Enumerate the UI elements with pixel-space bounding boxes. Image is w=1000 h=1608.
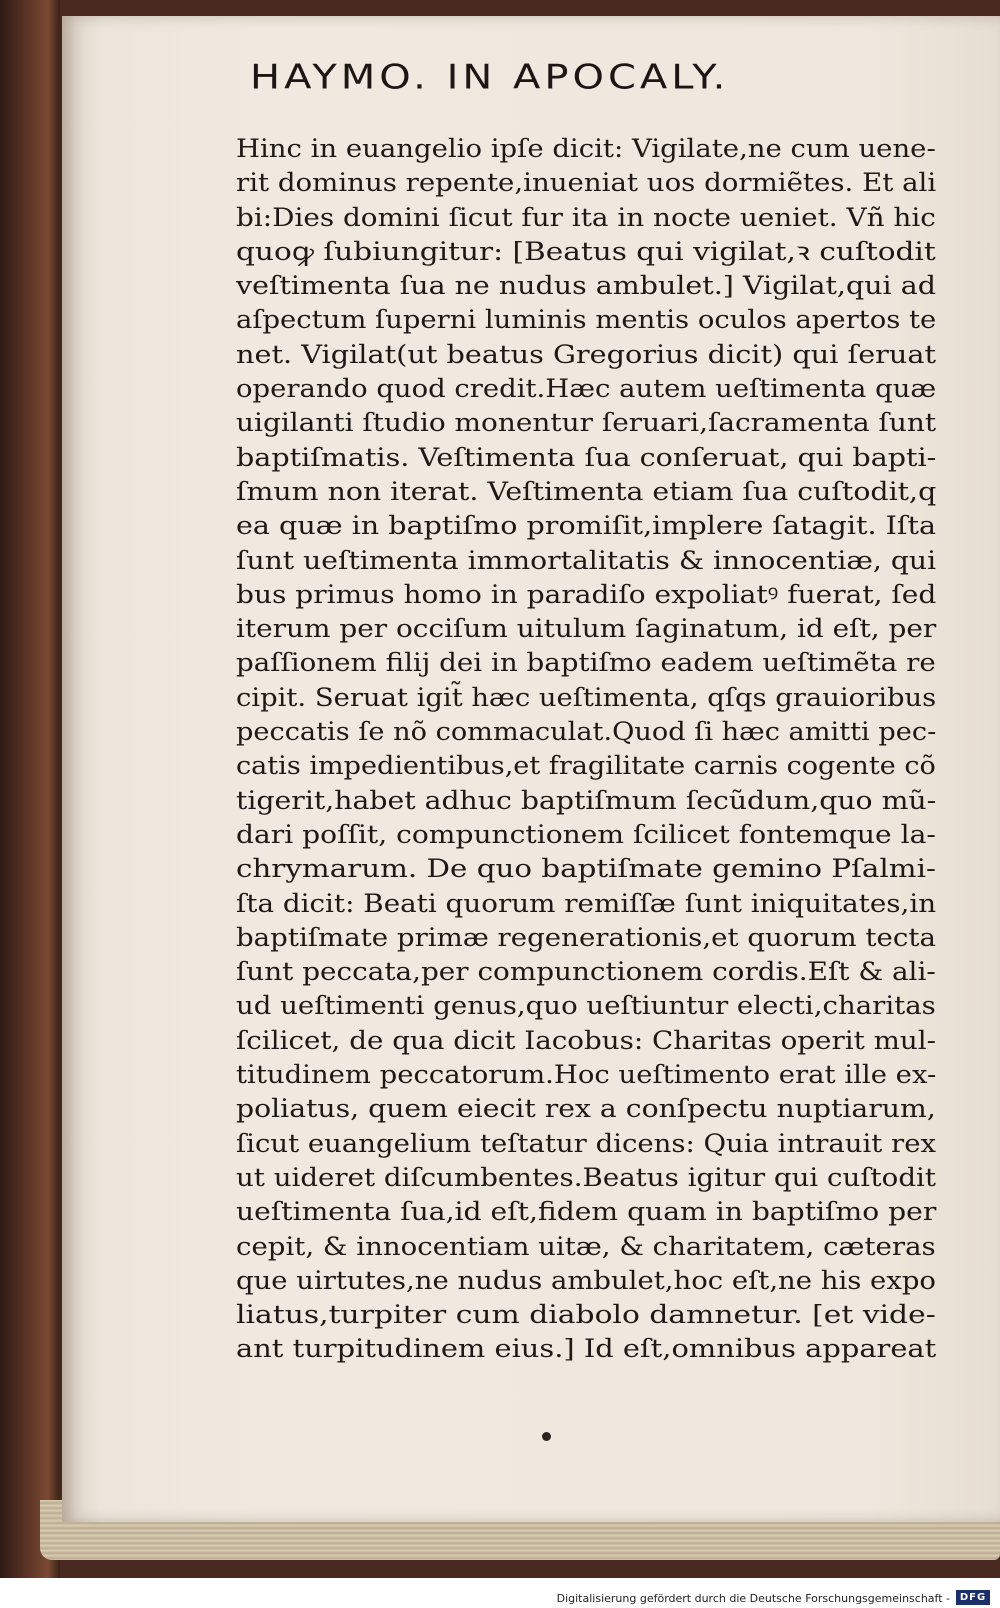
text-line: chrymarum. De quo baptiſmate gemino Pſalmi-: [236, 854, 936, 884]
text-line: catis impedientibus,et fragilitate carnis cogente cõ: [236, 751, 936, 781]
text-line: baptiſmate primæ regenerationis,et quorum tecta: [236, 922, 936, 952]
text-line: ſicut euangelium teſtatur dicens: Quia intrauit rex: [236, 1128, 936, 1158]
text-line: Hinc in euangelio ipſe dicit: Vigilate,ne cum uene-: [236, 134, 936, 163]
text-line: ſunt ueſtimenta immortalitatis & innocentiæ, qui: [236, 545, 937, 575]
text-line: paſſionem filij dei in baptiſmo eadem ueſtimẽta re: [236, 648, 936, 678]
text-line: quoꝙ ſubiungitur: [Beatus qui vigilat,ꝛ cuſtodit: [236, 236, 936, 266]
book-cover-edge: [0, 0, 60, 1578]
text-line: poliatus, quem eiecit rex a conſpectu nuptiarum,: [236, 1094, 936, 1124]
text-line: liatus,turpiter cum diabolo damnetur. [et vide-: [236, 1300, 936, 1330]
text-line: rit dominus repente,inueniat uos dormiẽtes. Et ali: [236, 168, 937, 198]
text-line: ueſtimenta ſua,id eſt,fidem quam in baptiſmo per: [236, 1197, 937, 1227]
text-line: ant turpitudinem eius.] Id eſt,omnibus appareat: [236, 1334, 937, 1364]
text-line: tigerit,habet adhuc baptiſmum ſecũdum,quo mũ-: [236, 785, 937, 815]
text-line: iterum per occiſum uitulum ſaginatum, id eſt, per: [236, 614, 937, 644]
text-line: bi:Dies domini ſicut fur ita in nocte ueniet. Vñ hic: [236, 202, 936, 232]
text-line: que uirtutes,ne nudus ambulet,hoc eſt,ne his expo: [236, 1265, 936, 1295]
text-line: veſtimenta ſua ne nudus ambulet.] Vigilat,qui ad: [236, 271, 936, 301]
page-mark: [542, 1432, 551, 1441]
text-line: bus primus homo in paradiſo expoliatꝰ fuerat, ſed: [236, 579, 937, 609]
text-line: operando quod credit.Hæc autem ueſtimenta quæ: [236, 374, 937, 404]
text-line: ſunt peccata,per compunctionem cordis.Eſt & ali-: [236, 957, 936, 987]
text-line: ea quæ in baptiſmo promiſit,implere ſatagit. Iſta: [236, 511, 936, 541]
text-line: ut uideret diſcumbentes.Beatus igitur qui cuſtodit: [236, 1162, 936, 1192]
text-line: peccatis ſe nõ commaculat.Quod ſi hæc amitti pec-: [236, 717, 937, 747]
text-line: dari poſſit, compunctionem ſcilicet fontemque la-: [236, 819, 936, 849]
running-head: HAYMO. IN APOCALY.: [250, 58, 730, 98]
text-line: cepit, & innocentiam uitæ, & charitatem, cæteras: [236, 1231, 936, 1261]
funding-credit: Digitalisierung gefördert durch die Deutsche Forschungsgemeinschaft -: [556, 1592, 950, 1605]
text-line: baptiſmatis. Veſtimenta ſua conſeruat, qui bapti-: [236, 442, 937, 472]
dfg-logo: DFG: [956, 1590, 990, 1605]
text-line: ud ueſtimenti genus,quo ueſtiuntur electi,charitas: [236, 991, 936, 1021]
text-line: ſcilicet, de qua dicit Iacobus: Charitas operit mul-: [236, 1025, 937, 1055]
text-line: titudinem peccatorum.Hoc ueſtimento erat ille ex-: [236, 1060, 937, 1090]
text-line: aſpectum ſuperni luminis mentis oculos apertos te: [236, 305, 937, 335]
text-line: uigilanti ſtudio monentur ſeruari,ſacramenta ſunt: [236, 408, 937, 438]
text-line: net. Vigilat(ut beatus Gregorius dicit) qui ſeruat: [236, 339, 937, 369]
text-line: ſta dicit: Beati quorum remiſſæ ſunt iniquitates,in: [236, 888, 937, 918]
text-line: ſmum non iterat. Veſtimenta etiam ſua cuſtodit,q: [236, 476, 937, 506]
text-line: cipit. Seruat igit̃ hæc ueſtimenta, qſqs grauioribus: [236, 682, 937, 712]
body-text: [236, 132, 946, 1367]
